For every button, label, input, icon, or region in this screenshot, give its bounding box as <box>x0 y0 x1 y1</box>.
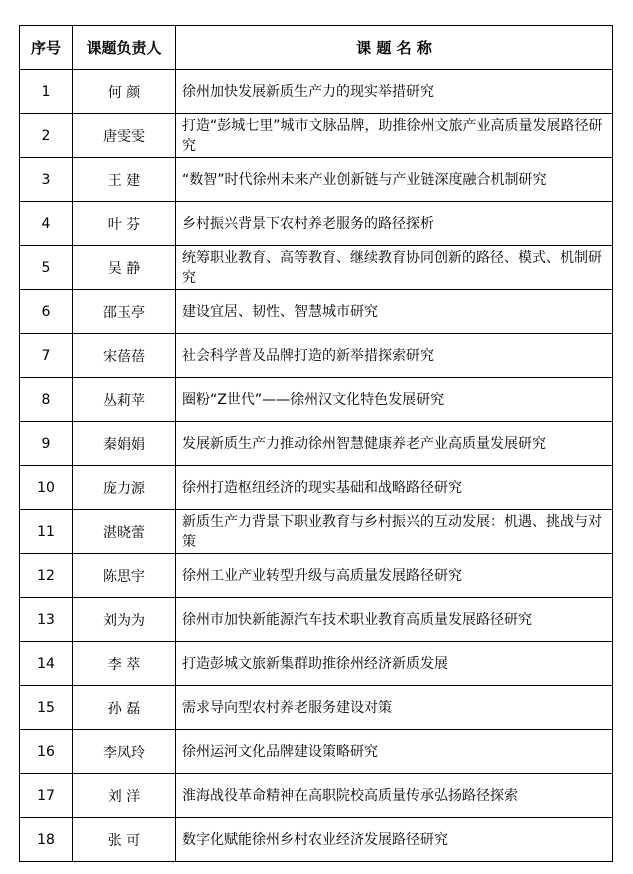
row-title: 建设宜居、韧性、智慧城市研究 <box>176 290 613 334</box>
row-leader: 王 建 <box>73 158 176 202</box>
row-number: 6 <box>20 290 73 334</box>
row-title: 新质生产力背景下职业教育与乡村振兴的互动发展：机遇、挑战与对策 <box>176 510 613 554</box>
row-number: 10 <box>20 466 73 510</box>
row-title: 徐州市加快新能源汽车技术职业教育高质量发展路径研究 <box>176 598 613 642</box>
row-number: 8 <box>20 378 73 422</box>
row-number: 7 <box>20 334 73 378</box>
row-leader: 邵玉亭 <box>73 290 176 334</box>
row-title: 打造彭城文旅新集群助推徐州经济新质发展 <box>176 642 613 686</box>
header-title: 课 题 名 称 <box>176 26 613 70</box>
row-number: 15 <box>20 686 73 730</box>
table-row <box>20 202 613 246</box>
row-title: 圈粉“Z世代”——徐州汉文化特色发展研究 <box>176 378 613 422</box>
row-leader: 吴 静 <box>73 246 176 290</box>
header-leader: 课题负责人 <box>73 26 176 70</box>
project-table <box>19 25 613 862</box>
row-leader: 孙 磊 <box>73 686 176 730</box>
row-leader: 庞力源 <box>73 466 176 510</box>
row-title: “数智”时代徐州未来产业创新链与产业链深度融合机制研究 <box>176 158 613 202</box>
table-row <box>20 422 613 466</box>
row-title: 打造“彭城七里”城市文脉品牌，助推徐州文旅产业高质量发展路径研究 <box>176 114 613 158</box>
row-title: 统筹职业教育、高等教育、继续教育协同创新的路径、模式、机制研究 <box>176 246 613 290</box>
row-leader: 陈思宇 <box>73 554 176 598</box>
row-number: 3 <box>20 158 73 202</box>
row-number: 18 <box>20 818 73 862</box>
row-number: 16 <box>20 730 73 774</box>
row-number: 13 <box>20 598 73 642</box>
row-title: 徐州打造枢纽经济的现实基础和战略路径研究 <box>176 466 613 510</box>
table-row <box>20 246 613 290</box>
table-row <box>20 730 613 774</box>
row-title: 淮海战役革命精神在高职院校高质量传承弘扬路径探索 <box>176 774 613 818</box>
row-leader: 宋蓓蓓 <box>73 334 176 378</box>
row-leader: 丛莉苹 <box>73 378 176 422</box>
row-title: 徐州工业产业转型升级与高质量发展路径研究 <box>176 554 613 598</box>
table-row <box>20 378 613 422</box>
row-number: 2 <box>20 114 73 158</box>
table-row <box>20 510 613 554</box>
row-title: 乡村振兴背景下农村养老服务的路径探析 <box>176 202 613 246</box>
row-leader: 秦娟娟 <box>73 422 176 466</box>
table-row <box>20 686 613 730</box>
row-number: 12 <box>20 554 73 598</box>
row-leader: 刘 洋 <box>73 774 176 818</box>
table-row <box>20 774 613 818</box>
row-leader: 唐雯雯 <box>73 114 176 158</box>
row-number: 9 <box>20 422 73 466</box>
table-row <box>20 818 613 862</box>
row-leader: 李 萃 <box>73 642 176 686</box>
row-leader: 张 可 <box>73 818 176 862</box>
row-leader: 李凤玲 <box>73 730 176 774</box>
row-number: 11 <box>20 510 73 554</box>
row-number: 14 <box>20 642 73 686</box>
row-title: 发展新质生产力推动徐州智慧健康养老产业高质量发展研究 <box>176 422 613 466</box>
table-row <box>20 598 613 642</box>
header-row <box>20 26 613 70</box>
row-number: 17 <box>20 774 73 818</box>
table-row <box>20 466 613 510</box>
row-title: 徐州运河文化品牌建设策略研究 <box>176 730 613 774</box>
table-row <box>20 70 613 114</box>
table-row <box>20 554 613 598</box>
row-number: 5 <box>20 246 73 290</box>
row-leader: 叶 芬 <box>73 202 176 246</box>
table-row <box>20 158 613 202</box>
table-row <box>20 114 613 158</box>
header-no: 序号 <box>20 26 73 70</box>
row-title: 需求导向型农村养老服务建设对策 <box>176 686 613 730</box>
table-row <box>20 642 613 686</box>
row-leader: 湛晓蕾 <box>73 510 176 554</box>
row-leader: 刘为为 <box>73 598 176 642</box>
table-row <box>20 290 613 334</box>
table-row <box>20 334 613 378</box>
row-leader: 何 颜 <box>73 70 176 114</box>
row-title: 数字化赋能徐州乡村农业经济发展路径研究 <box>176 818 613 862</box>
row-number: 4 <box>20 202 73 246</box>
row-number: 1 <box>20 70 73 114</box>
row-title: 社会科学普及品牌打造的新举措探索研究 <box>176 334 613 378</box>
row-title: 徐州加快发展新质生产力的现实举措研究 <box>176 70 613 114</box>
